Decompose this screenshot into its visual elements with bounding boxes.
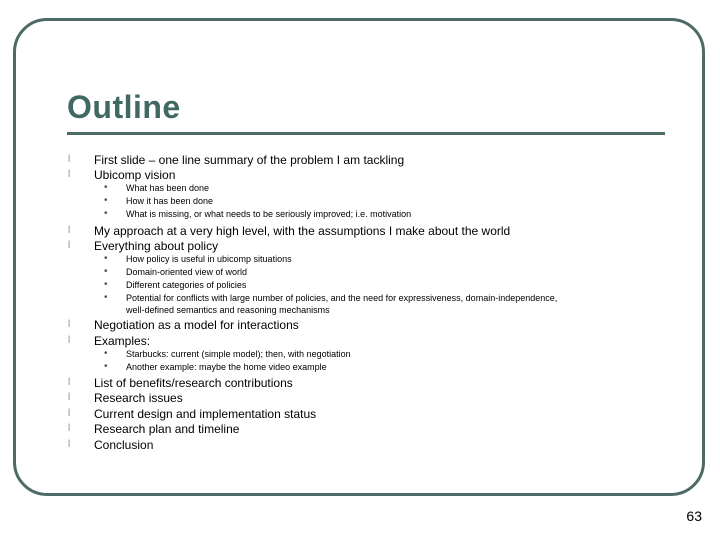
sub-item	[104, 182, 210, 194]
sub-item	[104, 348, 351, 360]
outline-item	[68, 239, 219, 253]
sub-item-text: Starbucks: current (simple model); then, with negotiation	[126, 349, 351, 359]
sub-bullet-icon: •	[104, 279, 108, 290]
outline-item	[68, 168, 176, 182]
title-underline	[67, 132, 665, 135]
bullet-icon: l	[68, 225, 71, 236]
outline-item	[68, 422, 240, 436]
outline-item-text: My approach at a very high level, with the assumptions I make about the world	[94, 224, 511, 238]
sub-item	[104, 361, 327, 373]
bullet-icon: l	[68, 408, 71, 419]
sub-item-text: What is missing, or what needs to be seriously improved; i.e. motivation	[126, 209, 412, 219]
sub-item-text: How policy is useful in ubicomp situations	[126, 254, 292, 264]
sub-bullet-icon: •	[104, 361, 108, 372]
bullet-icon: l	[68, 319, 71, 330]
outline-item	[68, 153, 405, 167]
bullet-icon: l	[68, 392, 71, 403]
sub-item-text: Different categories of policies	[126, 280, 247, 290]
bullet-icon: l	[68, 439, 71, 450]
sub-item-continuation	[126, 305, 330, 316]
outline-item	[68, 438, 154, 452]
sub-bullet-icon: •	[104, 182, 108, 193]
outline-item-text: Examples:	[94, 334, 151, 348]
outline-item	[68, 318, 299, 332]
sub-bullet-icon: •	[104, 292, 108, 303]
bullet-icon: l	[68, 154, 71, 165]
sub-item-text: Another example: maybe the home video example	[126, 362, 327, 372]
outline-item	[68, 224, 511, 238]
sub-item	[104, 208, 412, 220]
outline-item-text: Research plan and timeline	[94, 422, 240, 436]
page-number: 63	[686, 508, 702, 524]
sub-item	[104, 292, 558, 304]
sub-item	[104, 253, 292, 265]
outline-item	[68, 407, 317, 421]
bullet-icon: l	[68, 423, 71, 434]
sub-item	[104, 266, 248, 278]
bullet-icon: l	[68, 240, 71, 251]
outline-item-text: Current design and implementation status	[94, 407, 317, 421]
sub-bullet-icon: •	[104, 348, 108, 359]
outline-item-text: Everything about policy	[94, 239, 219, 253]
sub-item-text: Potential for conflicts with large number of policies, and the need for expressiveness, domain-independence,	[126, 293, 558, 303]
outline-item-text: Research issues	[94, 391, 183, 405]
sub-item-text: How it has been done	[126, 196, 214, 206]
sub-item-text: Domain-oriented view of world	[126, 267, 248, 277]
sub-item-text: well-defined semantics and reasoning mechanisms	[126, 305, 330, 315]
sub-bullet-icon: •	[104, 266, 108, 277]
sub-bullet-icon: •	[104, 195, 108, 206]
outline-item	[68, 391, 183, 405]
sub-bullet-icon: •	[104, 208, 108, 219]
outline-item-text: Negotiation as a model for interactions	[94, 318, 299, 332]
sub-bullet-icon: •	[104, 253, 108, 264]
bullet-icon: l	[68, 335, 71, 346]
slide-title: Outline	[67, 89, 181, 125]
sub-item	[104, 279, 247, 291]
outline-item-text: First slide – one line summary of the problem I am tackling	[94, 153, 405, 167]
bullet-icon: l	[68, 377, 71, 388]
sub-item-text: What has been done	[126, 183, 210, 193]
bullet-icon: l	[68, 169, 71, 180]
sub-item	[104, 195, 214, 207]
outline-item	[68, 376, 293, 390]
outline-item-text: Ubicomp vision	[94, 168, 176, 182]
outline-item-text: List of benefits/research contributions	[94, 376, 293, 390]
outline-item-text: Conclusion	[94, 438, 154, 452]
outline-item	[68, 334, 151, 348]
